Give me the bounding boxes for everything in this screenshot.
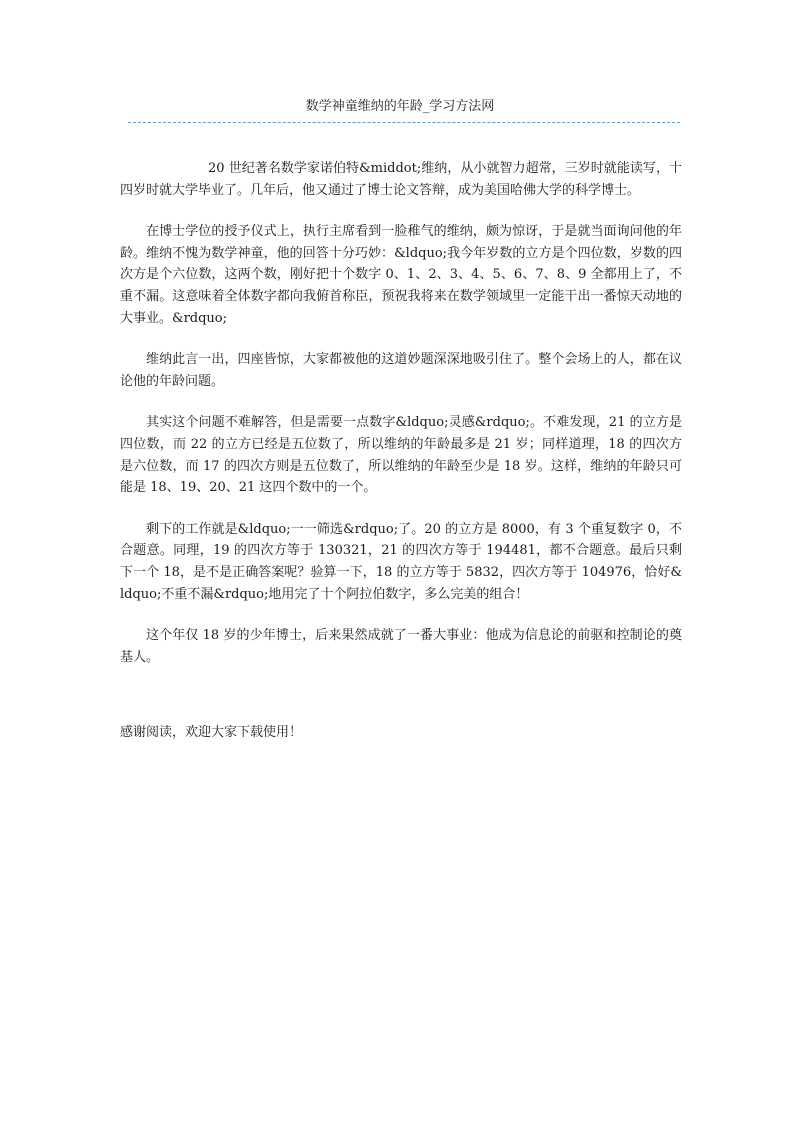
paragraph-4: 其实这个问题不难解答，但是需要一点数字&ldquo;灵感&rdquo;。不难发现，21 的立方是四位数，而 22 的立方已经是五位数了，所以维纳的年龄最多是 21 岁；同样道理，18 的四次方是六位数，而 17 的四次方则是五位数了，所以维纳的年龄至少是 18 岁。这样，维纳的年龄只可能是 18、19、20、21 这四个数中的一个。 [120,415,682,496]
title-divider [128,122,680,123]
paragraph-6: 这个年仅 18 岁的少年博士，后来果然成就了一番大事业：他成为信息论的前驱和控制论的奠基人。 [120,628,682,665]
document-title: 数学神童维纳的年龄_学习方法网 [305,99,495,114]
paragraph-3: 维纳此言一出，四座皆惊，大家都被他的这道妙题深深地吸引住了。整个会场上的人，都在议论他的年龄问题。 [120,352,682,389]
paragraph-5: 剩下的工作就是&ldquo;一一筛选&rdquo;了。20 的立方是 8000，有 3 个重复数字 0，不合题意。同理，19 的四次方等于 130321，21 的四次方等于 194481，都不合题意。最后只剩下一个 18，是不是正确答案呢？验算一下，18 的立方等于 5832，四次方等于 104976，恰好&ldquo;不重不漏&rdquo;地用完了十个阿拉伯数字，多么完美的组合！ [120,521,682,602]
paragraph-1: 20 世纪著名数学家诺伯特&middot;维纳，从小就智力超常，三岁时就能读写，十四岁时就大学毕业了。几年后，他又通过了博士论文答辩，成为美国哈佛大学的科学博士。 [120,161,682,198]
paragraph-2: 在博士学位的授予仪式上，执行主席看到一脸稚气的维纳，颇为惊讶，于是就当面询问他的年龄。维纳不愧为数学神童，他的回答十分巧妙：&ldquo;我今年岁数的立方是个四位数，岁数的四次方是个六位数，这两个数，刚好把十个数字 0、1、2、3、4、5、6、7、8、9 全都用上了，不重不漏。这意味着全体数字都向我俯首称臣，预祝我将来在数学领域里一定能干出一番惊天动地的大事业。&rdquo; [120,224,682,326]
document-body [120,158,682,688]
closing-note: 感谢阅读，欢迎大家下载使用！ [120,725,303,740]
